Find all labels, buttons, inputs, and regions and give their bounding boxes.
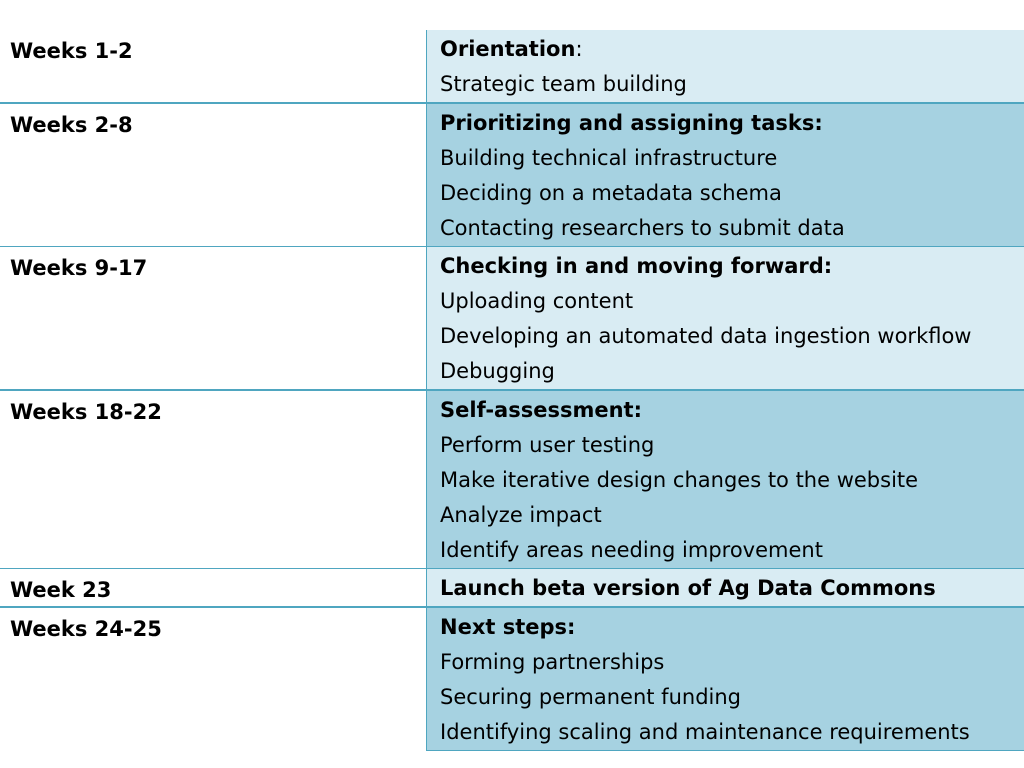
activities-cell [426, 104, 1024, 246]
timeline-row [0, 569, 1024, 606]
activity-item: Make iterative design changes to the website [440, 467, 919, 492]
activity-item: Uploading content [440, 289, 634, 313]
phase-heading [440, 32, 1024, 67]
activity-item: Deciding on a metadata schema [440, 180, 782, 205]
activity-item: Identifying scaling and maintenance requirements [440, 719, 970, 744]
phase-heading-text: Checking in and moving forward: [440, 254, 833, 278]
activities-cell [426, 569, 1024, 606]
period-label: Weeks 9-17 [10, 256, 148, 280]
phase-heading [440, 249, 1024, 284]
timeline-row [0, 391, 1024, 568]
period-label: Weeks 1-2 [10, 39, 133, 63]
timeline-row [0, 104, 1024, 246]
timeline-row [0, 30, 1024, 102]
period-label: Week 23 [10, 578, 112, 602]
activity-item: Analyze impact [440, 502, 602, 527]
row-divider [426, 750, 1024, 752]
activity-item: Developing an automated data ingestion workflow [440, 324, 972, 348]
activity-item: Perform user testing [440, 432, 655, 457]
period-label: Weeks 24-25 [10, 616, 162, 641]
activity-item: Building technical infrastructure [440, 145, 778, 170]
phase-heading-text: Prioritizing and assigning tasks: [440, 110, 823, 135]
phase-heading-text: Next steps: [440, 614, 576, 639]
phase-heading-text: Launch beta version of Ag Data Commons [440, 576, 936, 600]
phase-heading [440, 571, 1024, 606]
timeline-row [0, 247, 1024, 389]
phase-heading-text: Orientation [440, 37, 576, 61]
period-label: Weeks 2-8 [10, 112, 133, 137]
activities-cell [426, 247, 1024, 389]
activity-item: Strategic team building [440, 72, 687, 96]
activities-cell [426, 608, 1024, 750]
activity-item: Contacting researchers to submit data [440, 215, 845, 240]
phase-heading [440, 393, 1024, 428]
phase-heading [440, 610, 1024, 645]
phase-heading-text: Self-assessment: [440, 397, 642, 422]
activities-cell [426, 391, 1024, 568]
activities-cell [426, 30, 1024, 102]
activity-item: Debugging [440, 359, 555, 383]
timeline-row [0, 608, 1024, 750]
activity-item: Identify areas needing improvement [440, 537, 823, 562]
phase-heading [440, 106, 1024, 141]
period-label: Weeks 18-22 [10, 399, 162, 424]
activity-item: Forming partnerships [440, 649, 665, 674]
phase-heading-suffix: : [575, 37, 583, 61]
activity-item: Securing permanent funding [440, 684, 741, 709]
timeline-table [0, 30, 1024, 751]
